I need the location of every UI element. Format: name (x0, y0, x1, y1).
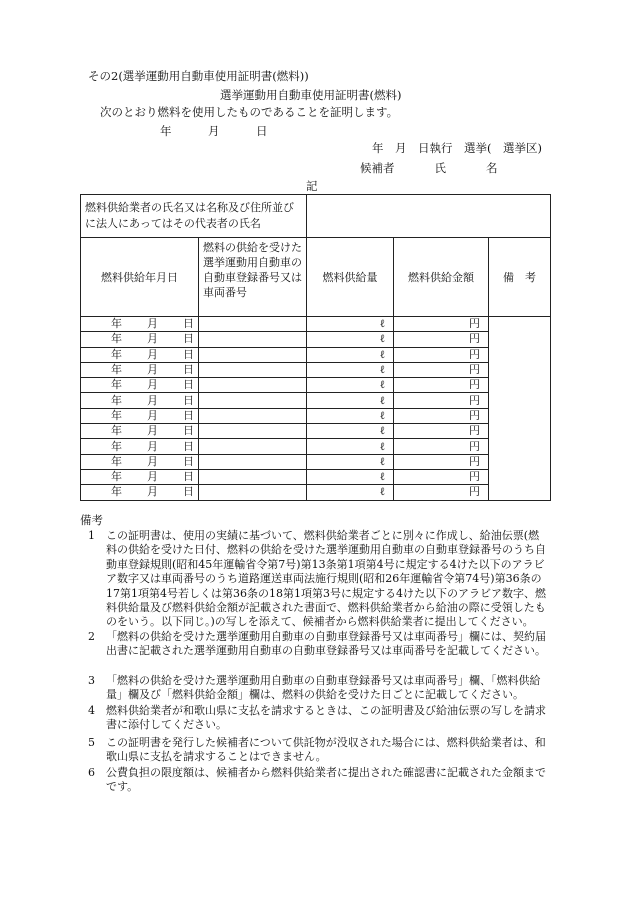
fuel-table (80, 194, 551, 501)
document-title: 選挙運動用自動車使用証明書(燃料) (220, 88, 402, 102)
row-date (81, 362, 199, 377)
row-amount: 円 (394, 362, 489, 377)
row-year: 年 (111, 439, 122, 453)
col-quantity: 燃料供給量 (307, 238, 394, 317)
row-year: 年 (111, 485, 122, 499)
row-day: 日 (183, 439, 194, 453)
header-row (81, 238, 551, 317)
row-month: 月 (147, 424, 158, 438)
row-year: 年 (111, 363, 122, 377)
row-vehicle (199, 408, 307, 423)
remark-note (80, 766, 550, 795)
remark-note (80, 704, 550, 733)
row-month: 月 (147, 485, 158, 499)
remark-number: 2 (88, 630, 95, 643)
row-year: 年 (111, 347, 122, 361)
ki-mark: 記 (306, 179, 318, 193)
row-year: 年 (111, 393, 122, 407)
row-month: 月 (147, 378, 158, 392)
row-vehicle (199, 439, 307, 454)
row-date (81, 469, 199, 484)
row-month: 月 (147, 408, 158, 422)
table-row (81, 317, 551, 332)
issue-day: 日 (256, 124, 268, 138)
remark-note (80, 630, 550, 659)
row-year: 年 (111, 378, 122, 392)
remark-text: この証明書は、使用の実績に基づいて、燃料供給業者ごとに別々に作成し、給油伝票(燃料の供給を受けた日付、燃料の供給を受けた選挙運動用自動車の自動車登録番号のうち自動車登録規則(昭和45年運輸省令第7号)第13条第1項第4号に規定する4けた以下のアラビア数字又は車両番号のうち道路運送車両法施行規則(昭和26年運輸省令第74号)第36条の17第1項第4号若しくは第36条の18第1項第3号に規定する4けた以下のアラビア数字、燃料供給量及び燃料供給金額が記載された書面で、燃料供給業者から給油の際に受領したものをいう。以下同じ。)の写しを添えて、候補者から燃料供給業者に提出してください。 (106, 529, 546, 629)
row-year: 年 (111, 408, 122, 422)
row-amount: 円 (394, 424, 489, 439)
row-year: 年 (111, 454, 122, 468)
supplier-label: 燃料供給業者の氏名又は名称及び住所並びに法人にあってはその代表者の氏名 (81, 195, 307, 238)
row-quantity: ℓ (307, 393, 394, 408)
issue-date (160, 123, 268, 139)
form-label: その2(選挙運動用自動車使用証明書(燃料)) (88, 69, 309, 83)
row-amount: 円 (394, 408, 489, 423)
row-day: 日 (183, 408, 194, 422)
row-amount: 円 (394, 439, 489, 454)
row-amount: 円 (394, 485, 489, 500)
row-quantity: ℓ (307, 408, 394, 423)
row-day: 日 (183, 332, 194, 346)
remark-note (80, 529, 550, 630)
row-day: 日 (183, 393, 194, 407)
row-quantity: ℓ (307, 378, 394, 393)
row-vehicle (199, 485, 307, 500)
row-day: 日 (183, 363, 194, 377)
table-row (81, 332, 551, 347)
table-row (81, 378, 551, 393)
table-row (81, 469, 551, 484)
row-year: 年 (111, 470, 122, 484)
table-row (81, 408, 551, 423)
candidate-name-2: 名 (486, 161, 498, 175)
row-day: 日 (183, 424, 194, 438)
row-month: 月 (147, 363, 158, 377)
remark-number: 5 (88, 736, 95, 749)
issue-month: 月 (208, 124, 220, 138)
candidate-name-1: 氏 (434, 161, 446, 175)
table-row (81, 454, 551, 469)
remark-text: 「燃料の供給を受けた選挙運動用自動車の自動車登録番号又は車両番号」欄、「燃料供給量」欄及び「燃料供給金額」欄は、燃料の供給を受けた日ごとに記載してください。 (106, 674, 541, 702)
row-day: 日 (183, 378, 194, 392)
row-amount: 円 (394, 393, 489, 408)
row-date (81, 347, 199, 362)
row-quantity: ℓ (307, 424, 394, 439)
row-vehicle (199, 454, 307, 469)
table-row (81, 485, 551, 500)
row-month: 月 (147, 317, 158, 331)
row-year: 年 (111, 317, 122, 331)
row-quantity: ℓ (307, 347, 394, 362)
row-day: 日 (183, 454, 194, 468)
supplier-row (81, 195, 551, 238)
row-date (81, 378, 199, 393)
row-year: 年 (111, 424, 122, 438)
remark-text: 公費負担の限度額は、候補者から燃料供給業者に提出された確認書に記載された金額までです。 (106, 766, 546, 794)
row-date (81, 408, 199, 423)
row-date (81, 332, 199, 347)
row-amount: 円 (394, 332, 489, 347)
row-date (81, 454, 199, 469)
row-date (81, 424, 199, 439)
row-day: 日 (183, 317, 194, 331)
row-quantity: ℓ (307, 317, 394, 332)
certification-statement: 次のとおり燃料を使用したものであることを証明します。 (100, 105, 399, 119)
row-amount: 円 (394, 317, 489, 332)
row-month: 月 (147, 470, 158, 484)
col-vehicle: 燃料の供給を受けた選挙運動用自動車の自動車登録番号又は車両番号 (199, 238, 307, 317)
row-date (81, 317, 199, 332)
row-day: 日 (183, 470, 194, 484)
row-day: 日 (183, 347, 194, 361)
remark-number: 6 (88, 766, 95, 779)
issue-year: 年 (160, 124, 172, 138)
row-vehicle (199, 347, 307, 362)
row-vehicle (199, 317, 307, 332)
row-month: 月 (147, 454, 158, 468)
remark-number: 3 (88, 674, 95, 687)
row-quantity: ℓ (307, 332, 394, 347)
table-row (81, 393, 551, 408)
row-vehicle (199, 469, 307, 484)
remark-note (80, 736, 550, 765)
row-vehicle (199, 393, 307, 408)
row-date (81, 485, 199, 500)
remark-note (80, 674, 550, 703)
row-amount: 円 (394, 347, 489, 362)
remark-text: 燃料供給業者が和歌山県に支払を請求するときは、この証明書及び給油伝票の写しを請求書に添付してください。 (106, 704, 546, 732)
row-date (81, 393, 199, 408)
candidate-line (360, 160, 498, 176)
row-amount: 円 (394, 469, 489, 484)
row-month: 月 (147, 332, 158, 346)
row-quantity: ℓ (307, 362, 394, 377)
row-year: 年 (111, 332, 122, 346)
col-remarks: 備 考 (489, 238, 551, 317)
table-row (81, 424, 551, 439)
row-vehicle (199, 332, 307, 347)
row-quantity: ℓ (307, 454, 394, 469)
remarks-title: 備考 (80, 513, 103, 527)
table-row (81, 362, 551, 377)
row-remarks (489, 317, 551, 501)
remark-number: 1 (88, 529, 95, 542)
row-date (81, 439, 199, 454)
row-vehicle (199, 362, 307, 377)
supplier-empty (307, 195, 551, 238)
row-month: 月 (147, 347, 158, 361)
row-quantity: ℓ (307, 469, 394, 484)
row-month: 月 (147, 393, 158, 407)
row-vehicle (199, 424, 307, 439)
row-quantity: ℓ (307, 485, 394, 500)
col-date: 燃料供給年月日 (81, 238, 199, 317)
remark-text: 「燃料の供給を受けた選挙運動用自動車の自動車登録番号又は車両番号」欄には、契約届出書に記載された選挙運動用自動車の自動車登録番号又は車両番号を記載してください。 (106, 630, 546, 658)
row-amount: 円 (394, 454, 489, 469)
table-row (81, 347, 551, 362)
candidate-label: 候補者 (360, 161, 395, 175)
row-quantity: ℓ (307, 439, 394, 454)
remark-number: 4 (88, 704, 95, 717)
election-info: 年 月 日執行 選挙( 選挙区) (372, 141, 542, 155)
row-amount: 円 (394, 378, 489, 393)
col-amount: 燃料供給金額 (394, 238, 489, 317)
remark-text: この証明書を発行した候補者について供託物が没収された場合には、燃料供給業者は、和歌山県に支払を請求することはできません。 (106, 736, 546, 764)
table-row (81, 439, 551, 454)
row-month: 月 (147, 439, 158, 453)
row-day: 日 (183, 485, 194, 499)
row-vehicle (199, 378, 307, 393)
